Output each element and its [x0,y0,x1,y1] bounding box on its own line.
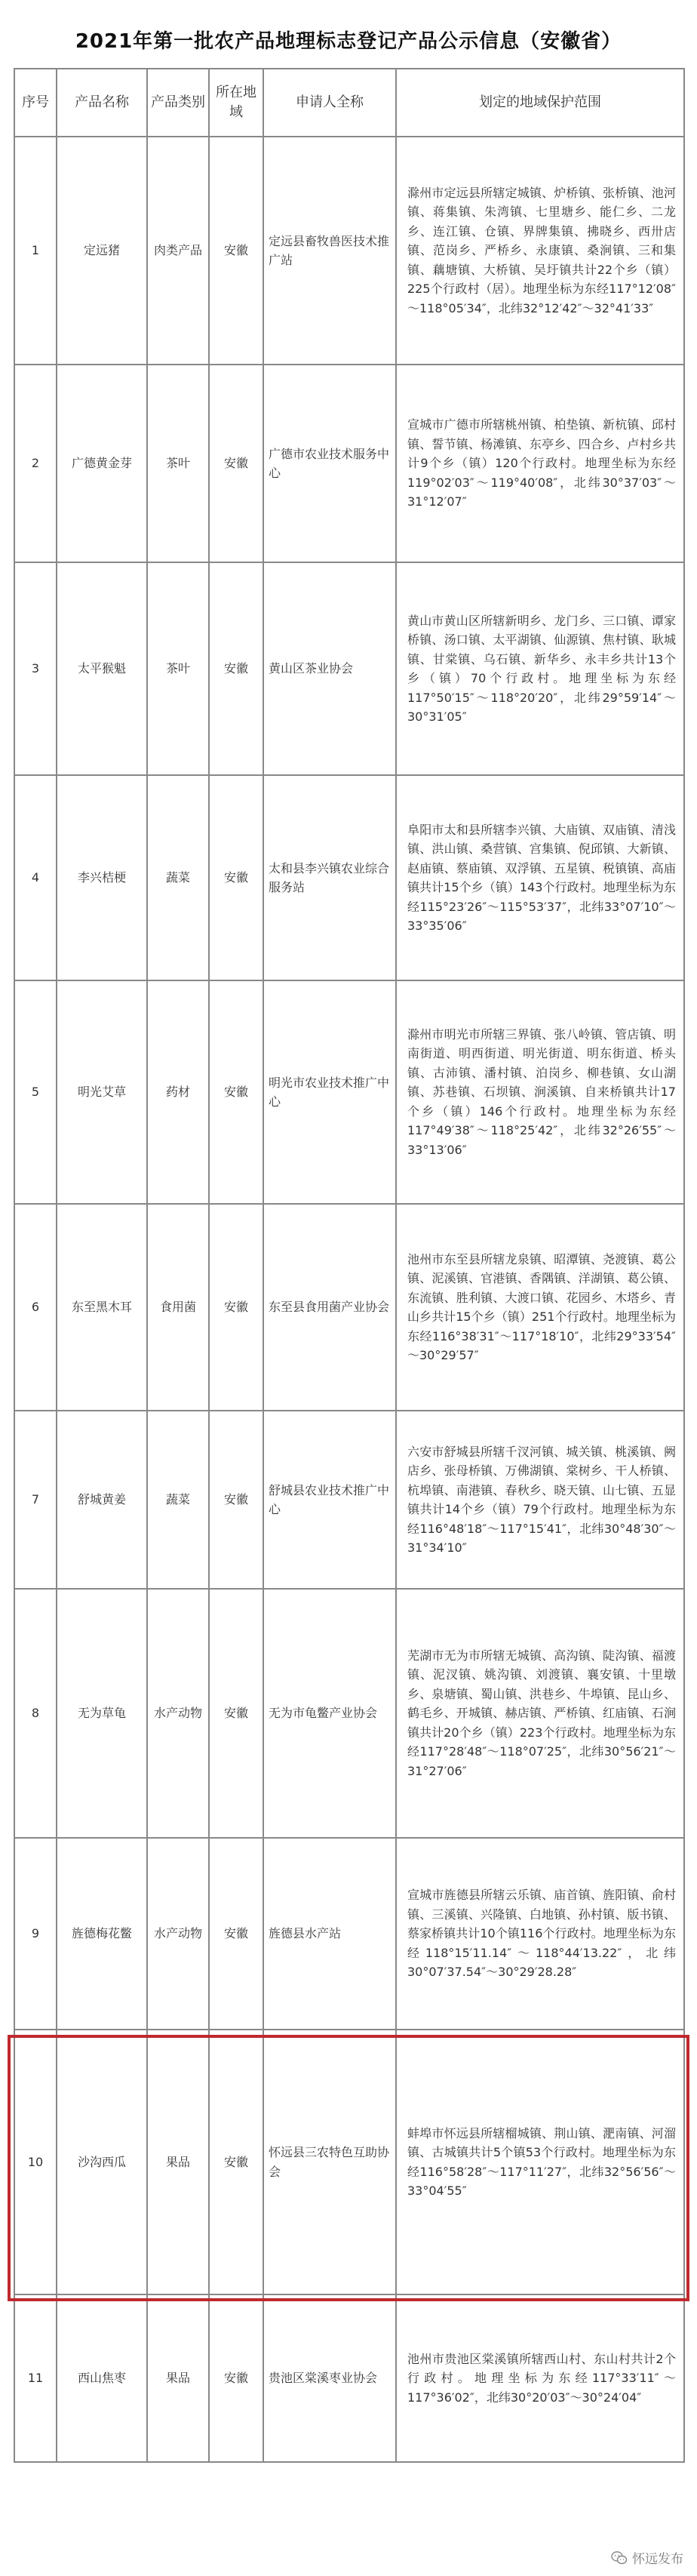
cell-region: 安徽 [209,365,263,562]
cell-area: 池州市贵池区棠溪镇所辖西山村、东山村共计2个行政村。地理坐标为东经117°33′11″～117°36′02″，北纬30°20′03″～30°24′04″ [396,2294,684,2462]
cell-region: 安徽 [209,1589,263,1838]
table-row [14,1838,684,2030]
cell-name: 沙沟西瓜 [57,2030,147,2294]
cell-name: 太平猴魁 [57,562,147,775]
cell-category: 蔬菜 [147,1411,209,1589]
header-category: 产品类别 [147,69,209,137]
cell-category: 肉类产品 [147,137,209,365]
cell-applicant: 舒城县农业技术推广中心 [263,1411,396,1589]
cell-no: 6 [14,1204,57,1411]
cell-category: 果品 [147,2294,209,2462]
cell-no: 10 [14,2030,57,2294]
table-header-row [14,69,684,137]
watermark-text: 怀远发布 [632,2552,683,2567]
cell-applicant: 明光市农业技术推广中心 [263,980,396,1204]
cell-category: 茶叶 [147,365,209,562]
cell-category: 茶叶 [147,562,209,775]
watermark [611,2548,683,2567]
document-title: 2021年第一批农产品地理标志登记产品公示信息（安徽省） [75,30,622,53]
header-region: 所在地域 [209,69,263,137]
cell-applicant: 东至县食用菌产业协会 [263,1204,396,1411]
header-applicant: 申请人全称 [263,69,396,137]
cell-no: 9 [14,1838,57,2030]
cell-name: 明光艾草 [57,980,147,1204]
cell-applicant: 旌德县水产站 [263,1838,396,2030]
cell-no: 2 [14,365,57,562]
products-table [14,68,685,2463]
cell-area: 蚌埠市怀远县所辖榴城镇、荆山镇、淝南镇、河溜镇、古城镇共计5个镇53个行政村。地理坐标为东经116°58′28″～117°11′27″，北纬32°56′56″～33°04′55″ [396,2030,684,2294]
cell-area: 池州市东至县所辖龙泉镇、昭潭镇、尧渡镇、葛公镇、泥溪镇、官港镇、香隅镇、洋湖镇、葛公镇、东流镇、胜利镇、大渡口镇、花园乡、木塔乡、青山乡共计15个乡（镇）251个行政村。地理坐标为东经116°38′31″～117°18′10″，北纬29°33′54″～30°29′57″ [396,1204,684,1411]
cell-applicant: 黄山区茶业协会 [263,562,396,775]
cell-area: 阜阳市太和县所辖李兴镇、大庙镇、双庙镇、清浅镇、洪山镇、桑营镇、宫集镇、倪邱镇、大新镇、赵庙镇、蔡庙镇、双浮镇、五星镇、税镇镇、高庙镇共计15个乡（镇）143个行政村。地理坐标为东经115°23′26″～115°53′37″，北纬33°07′10″～33°35′06″ [396,775,684,980]
cell-no: 4 [14,775,57,980]
cell-name: 旌德梅花鳖 [57,1838,147,2030]
cell-category: 蔬菜 [147,775,209,980]
table-row [14,2030,684,2294]
table-row [14,1204,684,1411]
cell-name: 无为草龟 [57,1589,147,1838]
cell-region: 安徽 [209,2030,263,2294]
cell-no: 3 [14,562,57,775]
cell-no: 8 [14,1589,57,1838]
cell-applicant: 贵池区棠溪枣业协会 [263,2294,396,2462]
cell-region: 安徽 [209,775,263,980]
header-name: 产品名称 [57,69,147,137]
table-row [14,980,684,1204]
table-row [14,2294,684,2462]
cell-category: 水产动物 [147,1589,209,1838]
cell-category: 药材 [147,980,209,1204]
cell-applicant: 广德市农业技术服务中心 [263,365,396,562]
cell-region: 安徽 [209,980,263,1204]
cell-category: 食用菌 [147,1204,209,1411]
header-area: 划定的地域保护范围 [396,69,684,137]
table-row [14,1411,684,1589]
header-no: 序号 [14,69,57,137]
cell-area: 宣城市旌德县所辖云乐镇、庙首镇、旌阳镇、俞村镇、三溪镇、兴隆镇、白地镇、孙村镇、版书镇、蔡家桥镇共计10个镇116个行政村。地理坐标为东经118°15′11.14″～118°44′13.22″，北纬30°07′37.54″～30°29′28.28″ [396,1838,684,2030]
cell-applicant: 太和县李兴镇农业综合服务站 [263,775,396,980]
cell-category: 水产动物 [147,1838,209,2030]
cell-applicant: 怀远县三农特色互助协会 [263,2030,396,2294]
cell-no: 7 [14,1411,57,1589]
cell-no: 1 [14,137,57,365]
cell-region: 安徽 [209,137,263,365]
cell-area: 六安市舒城县所辖千汊河镇、城关镇、桃溪镇、阙店乡、张母桥镇、万佛湖镇、棠树乡、干人桥镇、杭埠镇、南港镇、春秋乡、晓天镇、山七镇、五显镇共计14个乡（镇）79个行政村。地理坐标为东经116°48′18″～117°15′41″，北纬30°48′30″～31°34′10″ [396,1411,684,1589]
cell-region: 安徽 [209,1411,263,1589]
cell-name: 舒城黄姜 [57,1411,147,1589]
table-row [14,137,684,365]
cell-no: 5 [14,980,57,1204]
cell-applicant: 定远县畜牧兽医技术推广站 [263,137,396,365]
cell-name: 广德黄金芽 [57,365,147,562]
cell-region: 安徽 [209,562,263,775]
cell-area: 黄山市黄山区所辖新明乡、龙门乡、三口镇、谭家桥镇、汤口镇、太平湖镇、仙源镇、焦村镇、耿城镇、甘棠镇、乌石镇、新华乡、永丰乡共计13个乡（镇）70个行政村。地理坐标为东经117°50′15″～118°20′20″，北纬29°59′14″～30°31′05″ [396,562,684,775]
wechat-icon [611,2550,628,2566]
cell-area: 滁州市定远县所辖定城镇、炉桥镇、张桥镇、池河镇、蒋集镇、朱湾镇、七里塘乡、能仁乡、二龙乡、连江镇、仓镇、界牌集镇、拂晓乡、西卅店镇、范岗乡、严桥乡、永康镇、桑涧镇、三和集镇、藕塘镇、大桥镇、吴圩镇共计22个乡（镇）225个行政村（居）。地理坐标为东经117°12′08″～118°05′34″，北纬32°12′42″～32°41′33″ [396,137,684,365]
cell-category: 果品 [147,2030,209,2294]
cell-no: 11 [14,2294,57,2462]
table-row [14,365,684,562]
cell-area: 芜湖市无为市所辖无城镇、高沟镇、陡沟镇、福渡镇、泥汊镇、姚沟镇、刘渡镇、襄安镇、十里墩乡、泉塘镇、蜀山镇、洪巷乡、牛埠镇、昆山乡、鹤毛乡、开城镇、赫店镇、严桥镇、红庙镇、石涧镇共计20个乡（镇）223个行政村。地理坐标为东经117°28′48″～118°07′25″，北纬30°56′21″～31°27′06″ [396,1589,684,1838]
cell-area: 宣城市广德市所辖桃州镇、柏垫镇、新杭镇、邱村镇、誓节镇、杨滩镇、东亭乡、四合乡、卢村乡共计9个乡（镇）120个行政村。地理坐标为东经119°02′03″～119°40′08″，北纬30°37′03″～31°12′07″ [396,365,684,562]
cell-region: 安徽 [209,1838,263,2030]
cell-area: 滁州市明光市所辖三界镇、张八岭镇、管店镇、明南街道、明西街道、明光街道、明东街道、桥头镇、古沛镇、潘村镇、泊岗乡、柳巷镇、女山湖镇、苏巷镇、石坝镇、涧溪镇、自来桥镇共计17个乡（镇）146个行政村。地理坐标为东经117°49′38″～118°25′42″，北纬32°26′55″～33°13′06″ [396,980,684,1204]
table-row [14,562,684,775]
table-row [14,775,684,980]
table-row [14,1589,684,1838]
cell-name: 东至黑木耳 [57,1204,147,1411]
cell-region: 安徽 [209,2294,263,2462]
cell-name: 李兴桔梗 [57,775,147,980]
cell-name: 西山焦枣 [57,2294,147,2462]
cell-region: 安徽 [209,1204,263,1411]
cell-name: 定远猪 [57,137,147,365]
cell-applicant: 无为市龟鳖产业协会 [263,1589,396,1838]
